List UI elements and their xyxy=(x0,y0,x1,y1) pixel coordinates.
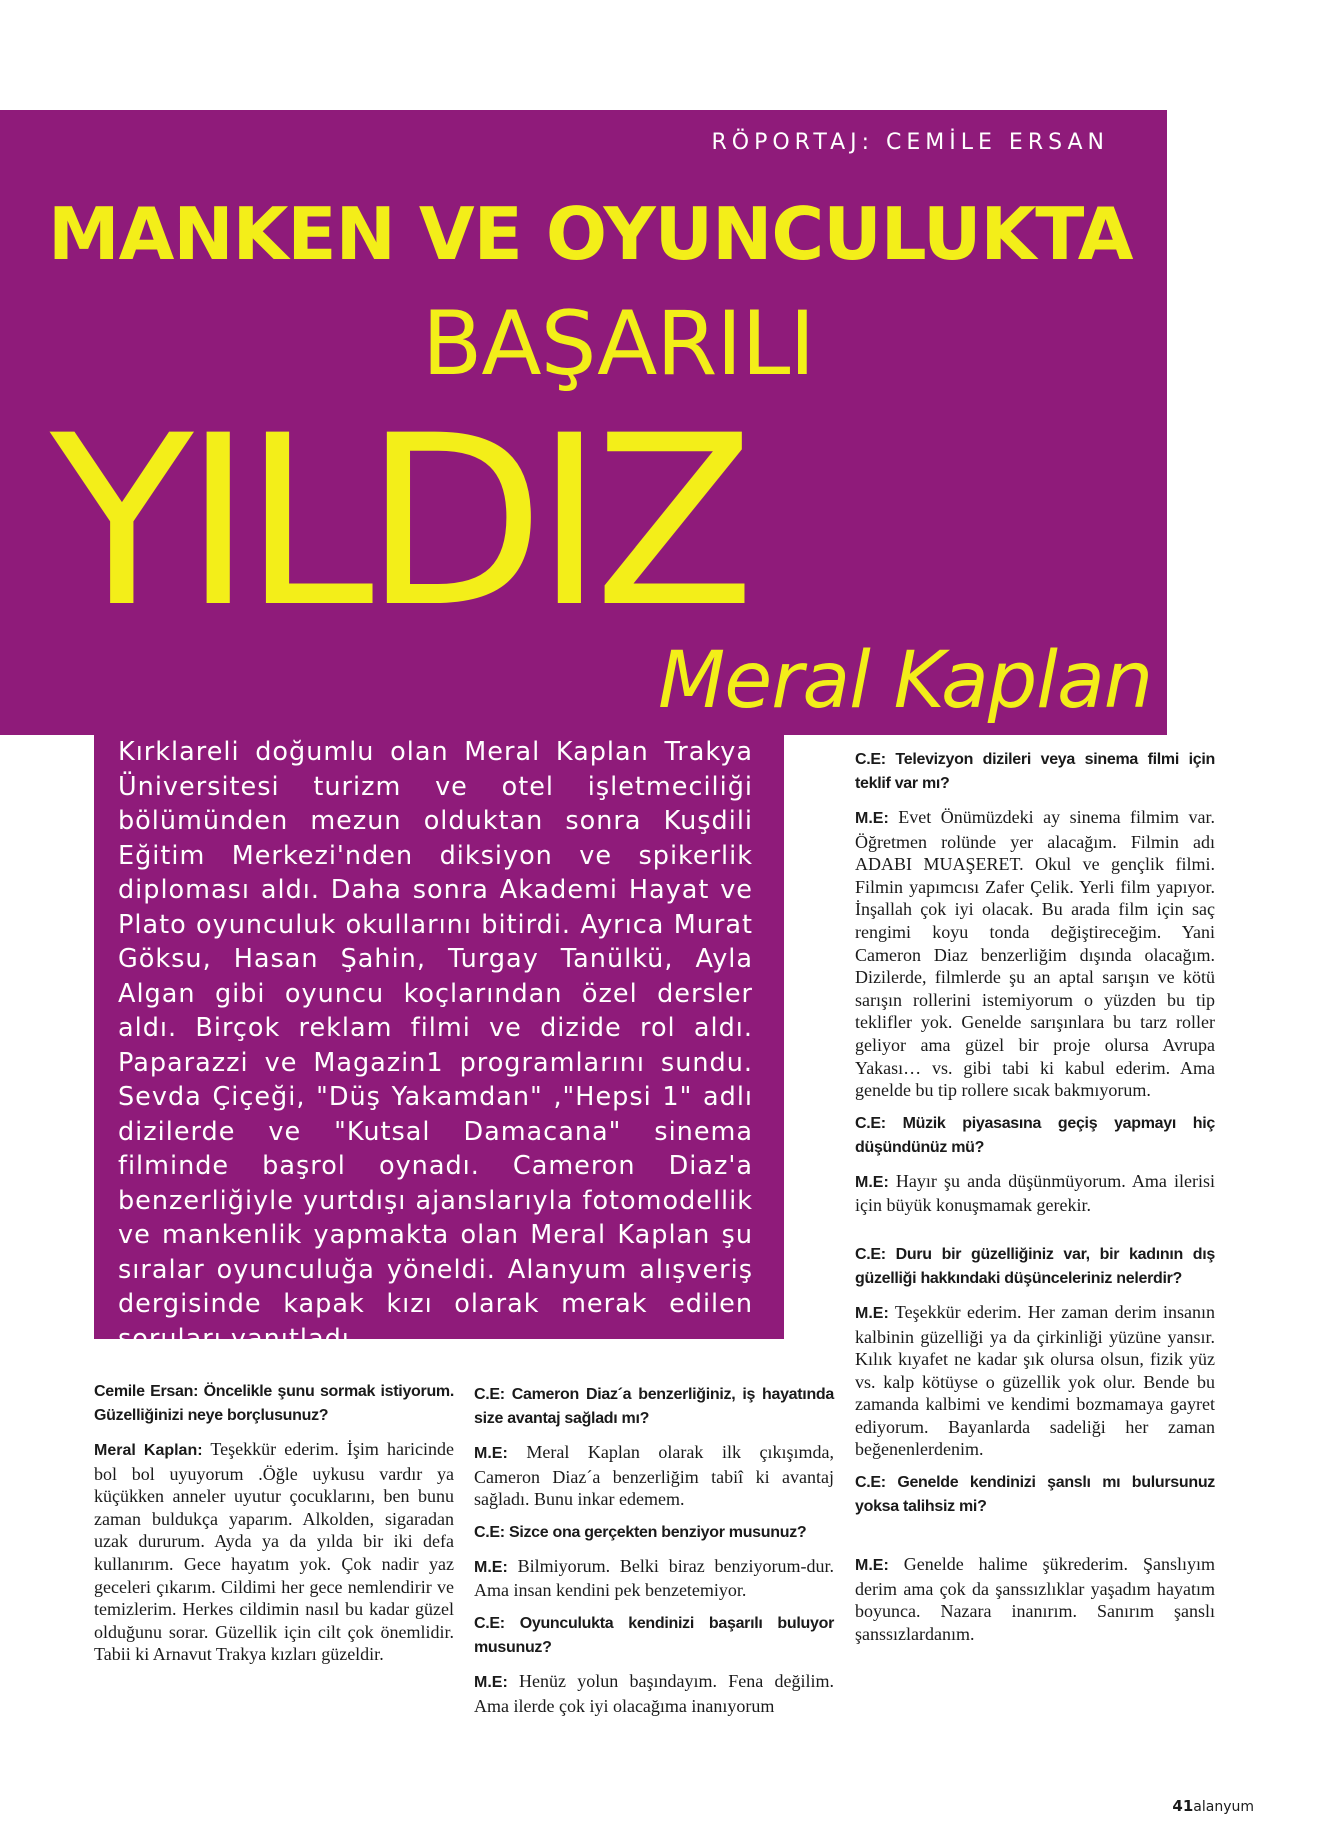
answer xyxy=(474,1441,834,1511)
answer-text: Teşekkür ederim. Her zaman derim insanın kalbinin güzelliği ya da çirkinliği yüzüne yansır. Kılık kıyafet ne kadar şık olursa olsun, fizik yüz vs. kalp kötüyse o güzellik yok olur. Bende bu zamanda kalbimi ve kendimi bozmamaya gayret ediyorum. Bayanlarda sadeliği her zaman beğenenlerdenim. xyxy=(855,1301,1215,1460)
speaker-label: M.E: xyxy=(474,1558,508,1576)
question: C.E: Genelde kendinizi şanslı mı bulursunuz yoksa talihsiz mi? xyxy=(855,1474,1215,1516)
answer xyxy=(855,1553,1215,1645)
answer-text: Genelde halime şükrederim. Şanslıyım derim ama çok da şanssızlıklar yaşadım hayatım boyunca. Nazara inanırım. Sanırım şanslı şanssızlardanım. xyxy=(855,1554,1215,1644)
column-middle xyxy=(474,1383,834,1727)
answer xyxy=(855,1170,1215,1217)
question: C.E: Sizce ona gerçekten benziyor musunuz? xyxy=(474,1523,807,1541)
question: C.E: Televizyon dizileri veya sinema filmi için teklif var mı? xyxy=(855,751,1215,792)
answer-text: Evet Önümüzdeki ay sinema filmim var. Öğretmen rolünde yer alacağım. Filmin adı ADABI MUAŞERET. Okul ve gençlik filmi. Filmin yapımcısı Zafer Çelik. Yerli film yapıyor. İnşallah çok iyi olacak. Bu arada film için saç rengimi koyu tonda değiştireceğim. Yani Cameron Diaz benzerliğim dışında olacağım. Dizilerde, filmlerde şu an aptal sarışın ve kötü sarışın rollerini istemiyorum o yüzden bu tip teklifler yok. Genelde sarışınlara bu tarz roller geliyor ama güzel bir proje olursa Avrupa Yakası… vs. gibi tabi ki kabul ederim. Ama genelde bu tip rollere sıcak bakmıyorum. xyxy=(855,807,1215,1101)
answer xyxy=(94,1438,454,1666)
subject-name: Meral Kaplan xyxy=(658,636,1153,726)
magazine-brand: alanyum xyxy=(1193,1799,1254,1815)
answer xyxy=(474,1670,834,1717)
column-left xyxy=(94,1380,454,1676)
headline-line-2: BAŞARILI xyxy=(422,292,815,395)
intro-text: Kırklareli doğumlu olan Meral Kaplan Trakya Üniversitesi turizm ve otel işletmeciliği bölümünden mezun olduktan sonra Kuşdili Eğitim Merkezi'nden diksiyon ve spikerlik diploması aldı. Daha sonra Akademi Hayat ve Plato oyunculuk okullarını bitirdi. Ayrıca Murat Göksu, Hasan Şahin, Turgay Tanülkü, Ayla Algan gibi oyuncu koçlarından özel dersler aldı. Birçok reklam filmi ve dizide rol aldı. Paparazzi ve Magazin1 programlarını sundu. Sevda Çiçeği, "Düş Yakamdan" ,"Hepsi 1" adlı dizilerde ve "Kutsal Damacana" sinema filminde başrol oynadı. Cameron Diaz'a benzerliğiyle yurtdışı ajanslarıyla fotomodellik ve mankenlik yapmakta olan Meral Kaplan şu sıralar oyunculuğa yöneldi. Alanyum alışveriş dergisinde kapak kızı olarak merak edilen soruları yanıtladı. xyxy=(118,737,753,1354)
column-right xyxy=(855,748,1215,1655)
headline-line-1: MANKEN VE OYUNCULUKTA xyxy=(48,192,1133,276)
page-footer xyxy=(1172,1797,1254,1815)
question: C.E: Duru bir güzelliğiniz var, bir kadının dış güzelliği hakkındaki düşünceleriniz nelerdir? xyxy=(855,1245,1215,1287)
speaker-label: M.E: xyxy=(474,1445,508,1462)
question: Cemile Ersan: Öncelikle şunu sormak istiyorum. Güzelliğinizi neye borçlusunuz? xyxy=(94,1383,454,1424)
speaker-label: M.E: xyxy=(855,810,889,827)
speaker-label: M.E: xyxy=(855,1304,889,1322)
speaker-label: M.E: xyxy=(855,1557,889,1575)
answer xyxy=(855,806,1215,1102)
answer-text: Henüz yolun başındayım. Fena değilim. Ama ilerde çok iyi olacağıma inanıyorum xyxy=(474,1670,834,1716)
speaker-label: M.E: xyxy=(855,1173,889,1191)
question: C.E: Oyunculukta kendinizi başarılı buluyor musunuz? xyxy=(474,1614,834,1656)
answer-text: Meral Kaplan olarak ilk çıkışımda, Cameron Diaz´a benzerliğim tabiî ki avantaj sağladı. Bunu inkar edemem. xyxy=(474,1442,834,1510)
answer xyxy=(855,1301,1215,1461)
answer-text: Bilmiyorum. Belki biraz benziyorum-dur. Ama insan kendini pek benzetemiyor. xyxy=(474,1555,834,1601)
page-number: 41 xyxy=(1172,1797,1194,1815)
question: C.E: Müzik piyasasına geçiş yapmayı hiç düşündünüz mü? xyxy=(855,1114,1215,1156)
byline: RÖPORTAJ: CEMİLE ERSAN xyxy=(711,130,1109,155)
intro-box xyxy=(94,735,784,1354)
headline-line-3: YILDIZ xyxy=(50,386,746,659)
answer-text: Teşekkür ederim. İşim haricinde bol bol uyuyorum .Öğle uykusu vardır ya küçükken anneler uyutur çocuklarını, ben bunu zaman buldukça yaparım. Alkolden, sigaradan uzak dururum. Ayda ya da yılda bir iki defa kullanırım. Gece hayatım yok. Çok nadir yaz geceleri çıkarım. Cildimi her gece nemlendirir ve temizlerim. Herkes cildimin nasıl bu kadar güzel olduğunu sorar. Güzellik için cilt çok önemlidir. Tabii ki Arnavut Trakya kızları güzeldir. xyxy=(94,1439,454,1665)
question: C.E: Cameron Diaz´a benzerliğiniz, iş hayatında size avantaj sağladı mı? xyxy=(474,1386,834,1427)
answer-text: Hayır şu anda düşünmüyorum. Ama ilerisi için büyük konuşmamak gerekir. xyxy=(855,1170,1215,1216)
speaker-label: M.E: xyxy=(474,1673,508,1691)
answer xyxy=(474,1555,834,1602)
speaker-label: Meral Kaplan: xyxy=(94,1442,203,1459)
